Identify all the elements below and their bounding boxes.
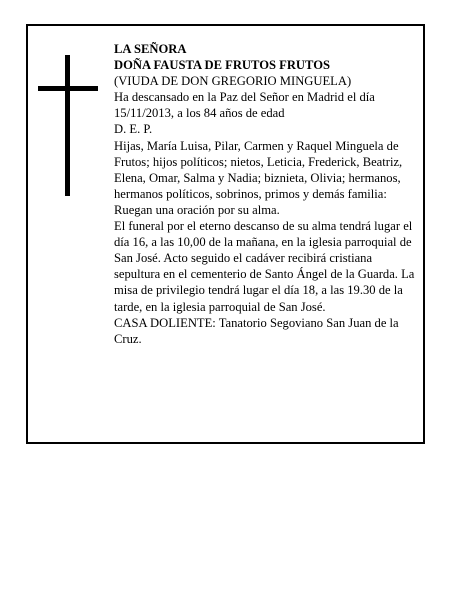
- notice-text: [114, 41, 420, 347]
- deceased-name: DOÑA FAUSTA DE FRUTOS FRUTOS: [114, 58, 330, 73]
- death-notice: Ha descansado en la Paz del Señor en Madrid el día 15/11/2013, a los 84 años de edad: [114, 90, 375, 121]
- cross-horizontal-bar: [38, 86, 98, 91]
- cross-icon: [38, 55, 98, 196]
- casa-doliente: CASA DOLIENTE: Tanatorio Segoviano San Juan de la Cruz.: [114, 315, 399, 346]
- widow-line: (VIUDA DE DON GREGORIO MINGUELA): [114, 74, 352, 89]
- funeral-details: El funeral por el eterno descanso de su alma tendrá lugar el día 16, a las 10,00 de la mañana, en la iglesia parroquial de San José. Acto seguido el cadáver recibirá cristiana sepultura en el cementerio de Santo Ángel de la Guarda. La misa de privilegio tendrá lugar el día 18, a las 19.30 de la tarde, en la iglesia parroquial de San José.: [114, 219, 415, 314]
- dep-line: D. E. P.: [114, 122, 153, 137]
- prayer-line: Ruegan una oración por su alma.: [114, 202, 280, 217]
- notice-heading: LA SEÑORA: [114, 42, 187, 56]
- obituary-notice: [26, 24, 425, 444]
- cross-vertical-bar: [65, 55, 70, 196]
- family-list: Hijas, María Luisa, Pilar, Carmen y Raquel Minguela de Frutos; hijos políticos; nietos, Leticia, Frederick, Beatriz, Elena, Omar, Salma y Nadia; biznieta, Olivia; hermanos, hermanos políticos, sobrinos, primos y demás familia:: [114, 138, 403, 201]
